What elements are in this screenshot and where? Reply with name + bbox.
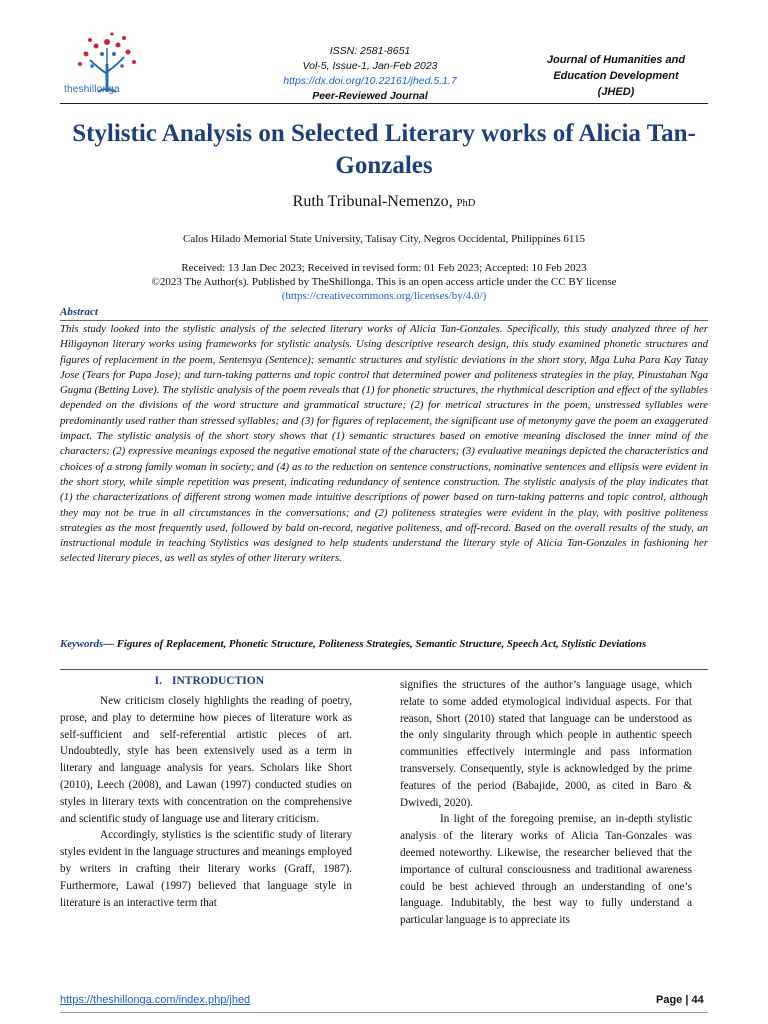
header-divider	[60, 103, 708, 104]
abstract-divider	[60, 320, 708, 321]
paragraph: signifies the structures of the author’s language usage, which relate to some added etymological individual aspects. For that reason, Short (2010) stated that language can be understood as the only singularity through which people in authentic speech communities effectively intermingle and pass information transversely. Consequently, style is acknowledged by the prime features of the period (Babajide, 2000, as cited in Baro & Dwivedi, 2020).	[400, 679, 692, 809]
abstract-heading: Abstract	[60, 306, 98, 318]
affiliation: Calos Hilado Memorial State University, Talisay City, Negros Occidental, Philippines 6115	[183, 233, 585, 245]
journal-abbreviation: (JHED)	[597, 86, 635, 98]
article-title: Stylistic Analysis on Selected Literary works of Alicia Tan-Gonzales	[72, 120, 696, 179]
footer-journal-link[interactable]: https://theshillonga.com/index.php/jhed	[60, 994, 251, 1006]
journal-issue-info	[230, 44, 510, 104]
peer-reviewed-label: Peer-Reviewed Journal	[312, 90, 428, 102]
keywords-text: — Figures of Replacement, Phonetic Structure, Politeness Strategies, Semantic Structure, Speech Act, Stylistic Deviations	[103, 638, 647, 650]
journal-name-line1: Journal of Humanities and	[546, 54, 686, 66]
license-statement: ©2023 The Author(s). Published by TheShillonga. This is an open access article under the CC BY license	[151, 276, 617, 288]
section-title: INTRODUCTION	[172, 675, 265, 687]
right-column	[400, 677, 692, 929]
footer-divider	[60, 1012, 708, 1013]
publication-history	[60, 261, 708, 303]
section-heading-introduction	[60, 675, 352, 687]
author-line	[60, 193, 708, 211]
author-degree: PhD	[456, 198, 476, 209]
journal-name-line2: Education Development	[553, 70, 679, 82]
issn: ISSN: 2581-8651	[329, 45, 411, 57]
received-dates: Received: 13 Jan Dec 2023; Received in revised form: 01 Feb 2023; Accepted: 10 Feb 2023	[181, 262, 587, 274]
left-column	[60, 693, 352, 911]
page-number: Page | 44	[656, 994, 704, 1006]
keywords-divider	[60, 669, 708, 670]
journal-name	[528, 52, 704, 100]
abstract-body: This study looked into the stylistic analysis of the selected literary works of Alicia Tan-Gonzales. Specifically, this study analyzed three of her Hiligaynon literary works using frameworks for stylistic analysis. Using descriptive research design, this study examined phonetic structures and figures of replacement in the poem, Sentensya (Sentence); semantic structures and stylistic deviations in the short story, Mga Luha Para Kay Tatay Jose (Tears for Papa Jose); and turn-taking patterns and topic control that determined power and politeness strategies in the play, Pinustahan Nga Gugma (Betting Love). The stylistic analysis of the poem reveals that (1) for phonetic structures, the rhythmical description and effect of the syllables depended on the divisions of the word structure and grammatical structure; (2) for metrical structures in the poem, unstressed syllables were predominantly used rather than stressed syllables; and (3) for figures of replacement, the significant use of metonymy gave the poem an exaggerated impact. The stylistic analysis of the short story shows that (1) semantic structures based on emotive meaning disclosed the inner mind of the characters; (2) expressive meanings exposed the negative emotional state of the characters; (3) evaluative meanings depicted the characteristics and choices of a strong family woman in society; and (4) as to the reduction on sentence constructions, nominative sentences and ellipsis were evident in the short story, while simple repetition was present, indicating redundancy of sentence construction. The stylistic analysis of the play indicates that (1) the characterizations of different strong women made intuitive descriptions of power based on turn-taking patterns and topic control, although they may not be true in all circumstances in the conversations; and (2) politeness strategies were evident in the play, with positive politeness strategies as the most frequently used, followed by bald on-record, negative politeness, and off-record. Based on the overall results of the study, an instructional module in teaching Stylistics was designed to help students understand the literary style of Alicia Tan-Gonzales in fashioning her selected literary pieces, as well as styles of other literary writers.	[60, 323, 708, 565]
volume-issue: Vol-5, Issue-1, Jan-Feb 2023	[302, 60, 438, 72]
paragraph: Accordingly, stylistics is the scientific study of literary styles evident in the language structures and meanings employed by writers in crafting their literary works (Graff, 1987). Furthermore, Lawal (1997) believed that language style in literature is an interactive term that	[60, 829, 352, 909]
logo-text: theshillonga	[64, 84, 120, 95]
keywords-label: Keywords	[60, 638, 104, 650]
doi-link[interactable]: https://dx.doi.org/10.22161/jhed.5.1.7	[283, 75, 457, 87]
license-link[interactable]: (https://creativecommons.org/licenses/by/4.0/)	[281, 290, 487, 302]
section-number: I.	[154, 675, 162, 687]
paragraph: New criticism closely highlights the reading of poetry, prose, and play to determine how pieces of literature work as self-sufficient and self-referential artistic pieces of art. Undoubtedly, style has been extensively used as a term in literary and language analysis for years. Scholars like Short (2010), Leech (2008), and Lawan (1997) conducted studies on styles in literary texts with concentration on the comprehensive and scientific study of language use and literary criticism.	[60, 695, 352, 825]
author-name: Ruth Tribunal-Nemenzo,	[292, 193, 453, 210]
paragraph: In light of the foregoing premise, an in-depth stylistic analysis of the literary works of Alicia Tan-Gonzales was deemed noteworthy. Likewise, the researcher believed that the importance of cultural consciousness and traditional awareness could be best achieved through an understanding of one’s language. Indubitably, the best way to fully understand a particular language is to appreciate its	[400, 813, 692, 927]
keywords	[60, 637, 708, 653]
